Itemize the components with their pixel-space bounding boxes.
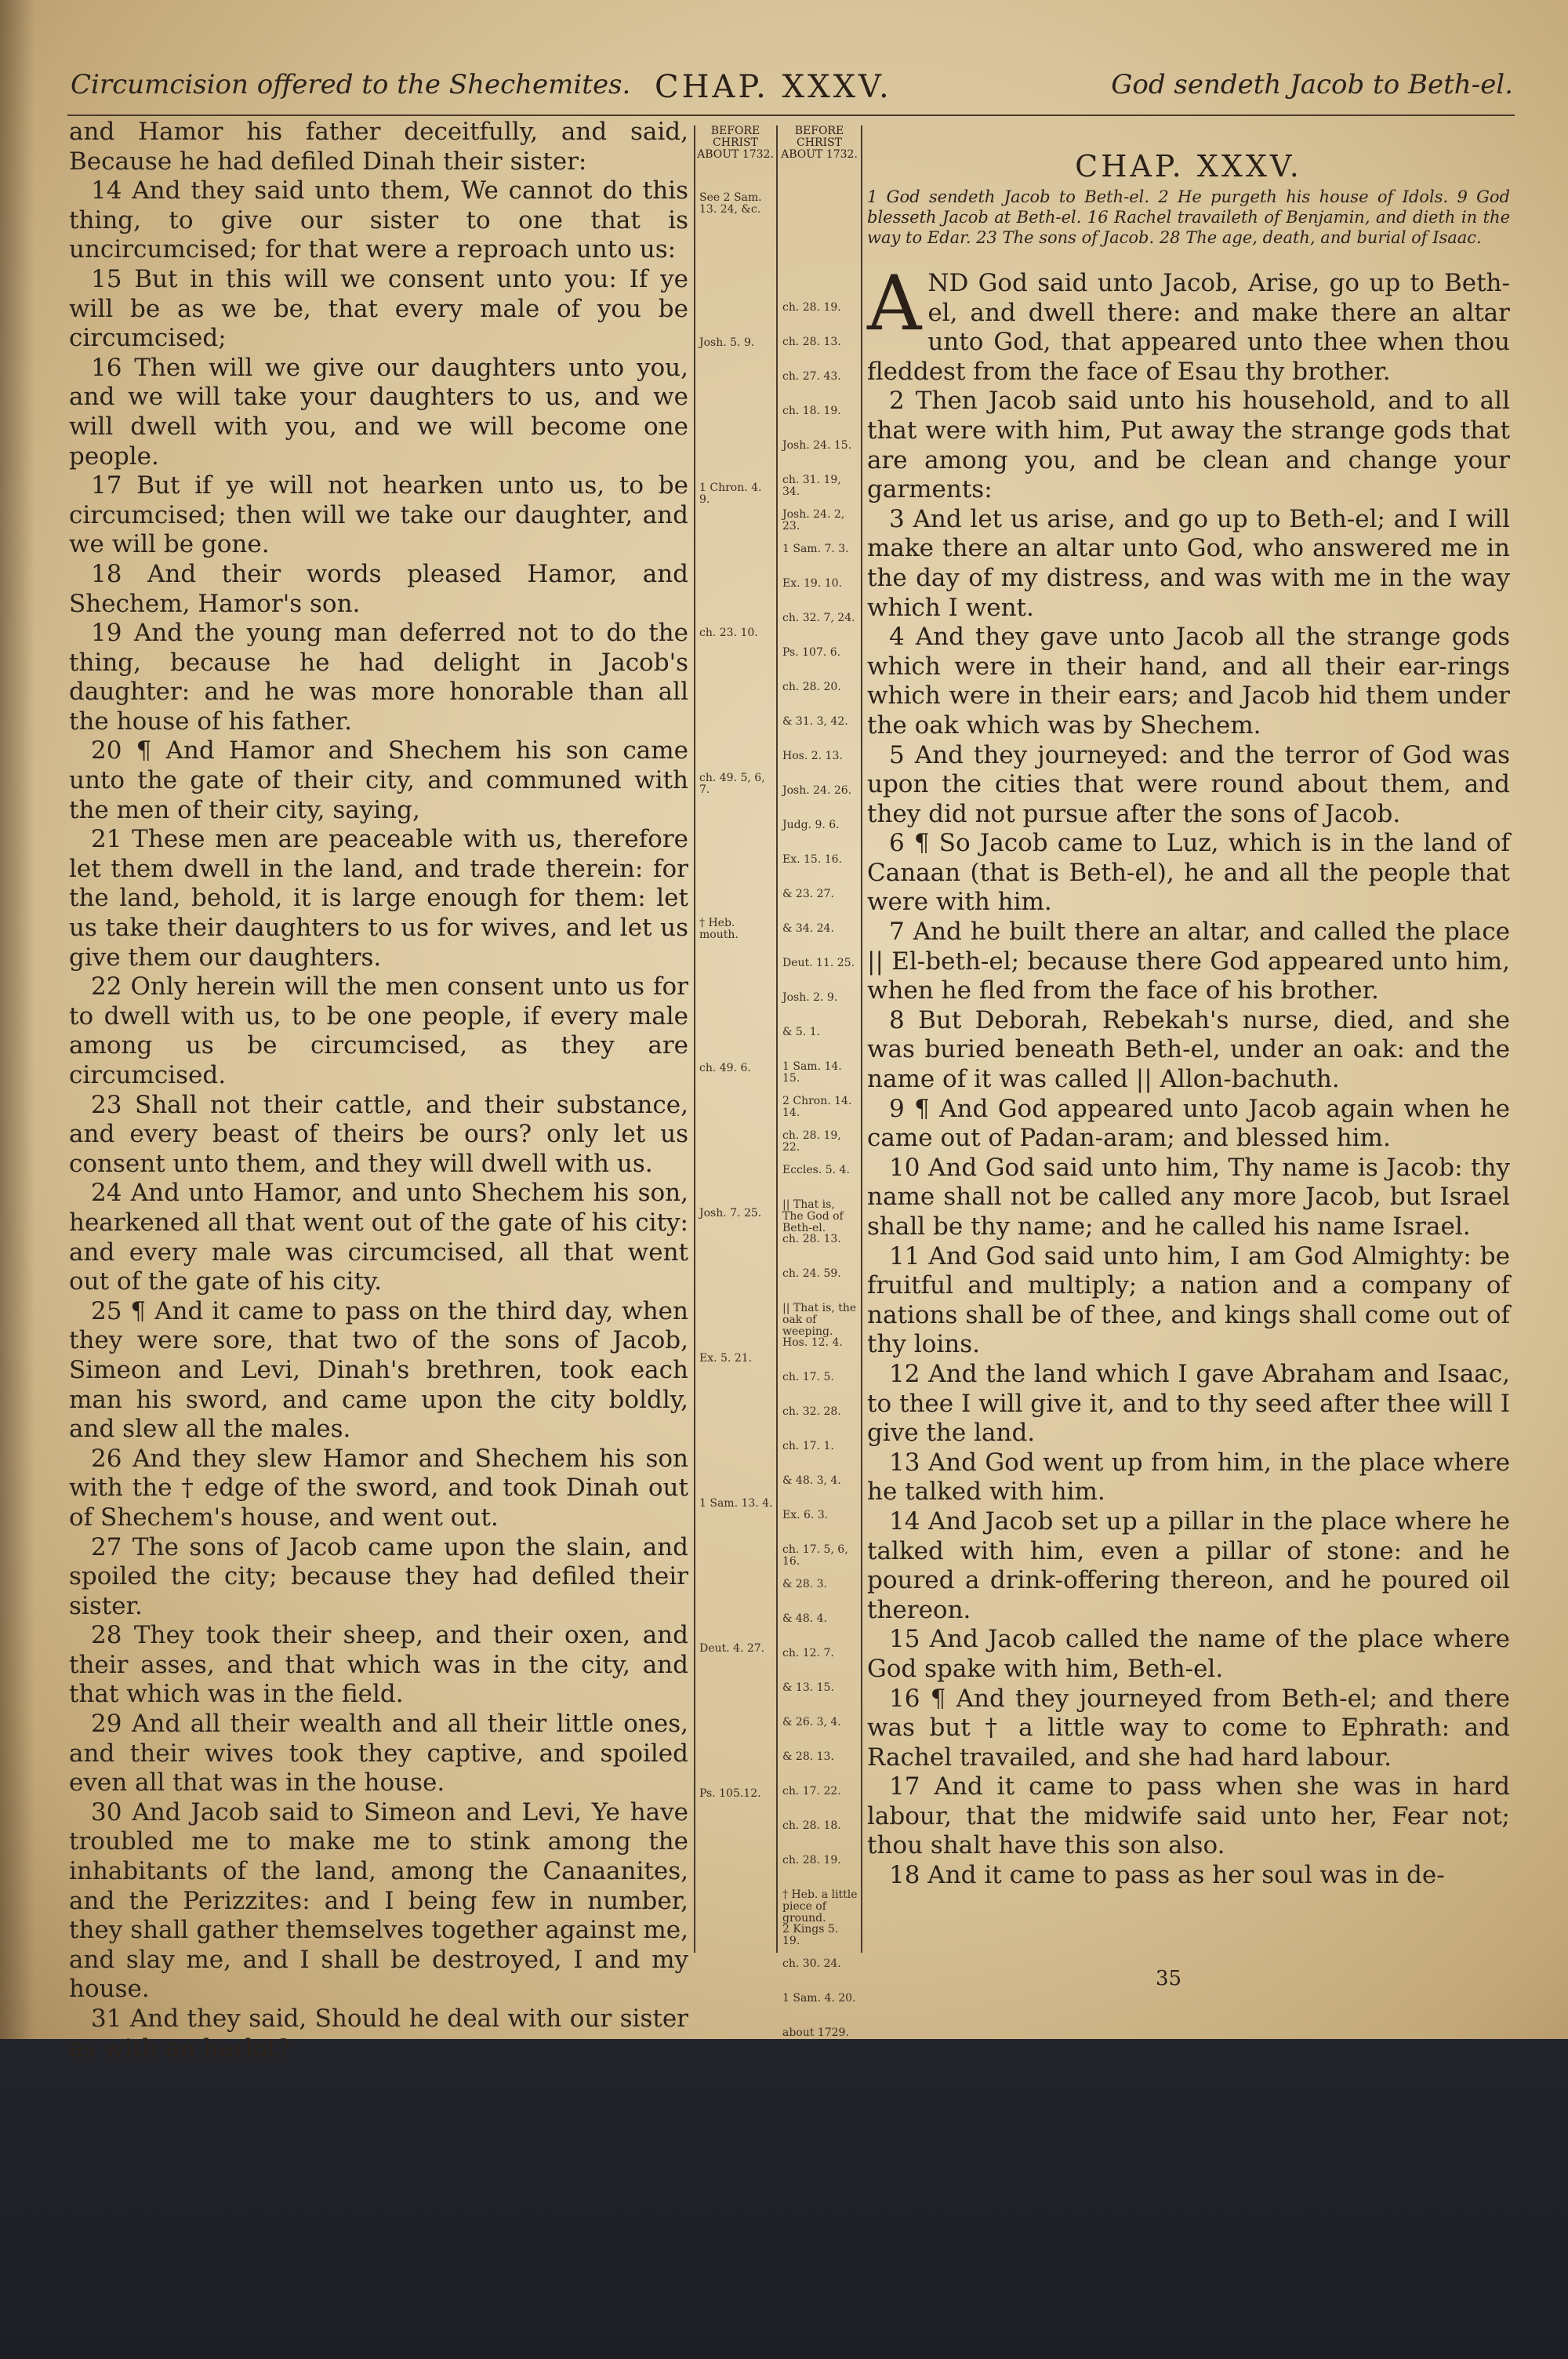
margin-reference: ch. 32. 28. bbox=[782, 1405, 841, 1418]
verse-paragraph: 18 And their words pleased Hamor, and Shechem, Hamor's son. bbox=[69, 559, 688, 618]
margin-reference: Hos. 12. 4. bbox=[782, 1336, 843, 1349]
verse-paragraph: 30 And Jacob said to Simeon and Levi, Ye have troubled me to make me to stink among the inhabitants of the land, among the Canaanites, and the Perizzites: and I being few in number, they shall gather themselves together against me, and slay me, and I shall be destroyed, I and my house. bbox=[69, 1797, 688, 2004]
margin-reference: 1 Sam. 14. 15. bbox=[782, 1060, 842, 1085]
verse-paragraph: 25 ¶ And it came to pass on the third day, when they were sore, that two of the sons of Jacob, Simeon and Levi, Dinah's brethren, took each man his sword, and came upon the city boldly, and slew all the males. bbox=[69, 1296, 688, 1444]
running-header-right: God sendeth Jacob to Beth-el. bbox=[1111, 69, 1513, 100]
verse-paragraph: 18 And it came to pass as her soul was in de- bbox=[889, 1861, 1445, 1890]
margin-reference: Josh. 7. 25. bbox=[699, 1207, 762, 1219]
margin-reference: † Heb. a little piece of ground. bbox=[782, 1888, 858, 1925]
margin-reference: Ps. 105.12. bbox=[699, 1787, 761, 1800]
verse-paragraph: 7 And he built there an altar, and called the place || El-beth-el; because there God appeared unto him, when he fled from the face of his brother. bbox=[867, 918, 1510, 1005]
margin-reference: & 23. 27. bbox=[782, 888, 834, 900]
margin-reference: & 28. 3. bbox=[782, 1578, 827, 1590]
left-text-column bbox=[69, 118, 688, 2063]
margin-reference: Josh. 24. 26. bbox=[782, 784, 852, 797]
margin-reference: ch. 28. 19, 22. bbox=[782, 1129, 841, 1154]
verse-paragraph: 13 And God went up from him, in the place where he talked with him. bbox=[867, 1448, 1510, 1507]
margin-reference: ch. 28. 13. bbox=[782, 1233, 841, 1245]
margin-reference: || That is, the oak of weeping. bbox=[782, 1302, 857, 1338]
verse-paragraph: 29 And all their wealth and all their little ones, and their wives took they captive, and spoiled even all that was in the house. bbox=[69, 1710, 688, 1797]
margin-reference: 1 Sam. 4. 20. bbox=[782, 1992, 856, 2005]
margin-reference: ch. 12. 7. bbox=[782, 1647, 834, 1659]
verse-paragraph: 16 ¶ And they journeyed from Beth-el; and there was but † a little way to come to Ephrath: and Rachel travailed, and she had hard labour. bbox=[867, 1684, 1510, 1772]
margin-reference: † Heb. mouth. bbox=[699, 917, 739, 941]
margin-reference: & 5. 1. bbox=[782, 1026, 821, 1038]
margin-reference: ch. 30. 24. bbox=[782, 1957, 841, 1970]
margin-reference: ch. 18. 19. bbox=[782, 405, 841, 417]
verse-paragraph: 31 And they said, Should he deal with our sister as with an harlot? bbox=[69, 2005, 688, 2063]
margin-reference: & 31. 3, 42. bbox=[782, 715, 848, 728]
column-rule bbox=[776, 125, 778, 1953]
column-rule bbox=[694, 125, 695, 1953]
background-surface bbox=[0, 2039, 1568, 2359]
margin-reference: Josh. 24. 15. bbox=[782, 439, 852, 452]
margin-reference: ch. 49. 5, 6, 7. bbox=[699, 772, 765, 796]
margin-reference: Ex. 19. 10. bbox=[782, 577, 842, 590]
margin-reference: & 26. 3, 4. bbox=[782, 1716, 841, 1728]
margin-reference: ch. 32. 7, 24. bbox=[782, 612, 855, 624]
margin-reference: Ps. 107. 6. bbox=[782, 646, 841, 659]
verse-paragraph: 3 And let us arise, and go up to Beth-el; and I will make there an altar unto God, who answered me in the day of my distress, and was with me in the way which I went. bbox=[867, 504, 1510, 622]
margin-reference: ch. 28. 20. bbox=[782, 681, 841, 693]
margin-reference: Judg. 9. 6. bbox=[782, 819, 840, 831]
verse-paragraph: 5 And they journeyed: and the terror of God was upon the cities that were round about them, and they did not pursue after the sons of Jacob. bbox=[867, 740, 1510, 828]
verse-paragraph: 20 ¶ And Hamor and Shechem his son came unto the gate of their city, and communed with the men of their city, saying, bbox=[69, 736, 688, 824]
margin-reference: & 13. 15. bbox=[782, 1681, 834, 1694]
margin-reference: Ex. 6. 3. bbox=[782, 1509, 829, 1521]
margin-reference: & 34. 24. bbox=[782, 922, 834, 935]
verse-paragraph: 26 And they slew Hamor and Shechem his son with the † edge of the sword, and took Dinah out of Shechem's house, and went out. bbox=[69, 1444, 688, 1532]
margin-reference: See 2 Sam. 13. 24, &c. bbox=[699, 191, 762, 216]
running-header-chapter: CHAP. XXXV. bbox=[655, 69, 892, 105]
page-number: 35 bbox=[1156, 1967, 1182, 1990]
verse-paragraph: 16 Then will we give our daughters unto you, and we will take your daughters to us, and we will dwell with you, and we will become one people. bbox=[69, 353, 688, 471]
margin-reference: 1 Sam. 13. 4. bbox=[699, 1497, 773, 1510]
verse-paragraph: 21 These men are peaceable with us, therefore let them dwell in the land, and trade therein: for the land, behold, it is large enough for them: let us take their daughters to us for wives, and let us give them our daughters. bbox=[69, 825, 688, 972]
margin-reference: Ex. 5. 21. bbox=[699, 1352, 753, 1365]
verse-paragraph: 9 ¶ And God appeared unto Jacob again when he came out of Padan-aram; and blessed him. bbox=[867, 1094, 1510, 1153]
verse-paragraph: 14 And Jacob set up a pillar in the place where he talked with him, even a pillar of stone: and he poured a drink-offering thereon, and he poured oil thereon. bbox=[867, 1507, 1510, 1624]
margin-reference: ch. 23. 10. bbox=[699, 627, 758, 639]
margin-reference: ch. 17. 22. bbox=[782, 1785, 841, 1797]
column-rule bbox=[861, 125, 862, 1953]
margin-reference: ch. 27. 43. bbox=[782, 370, 841, 383]
chapter-title: CHAP. XXXV. bbox=[1075, 149, 1302, 184]
chapter-summary: 1 God sendeth Jacob to Beth-el. 2 He purgeth his house of Idols. 9 God blesseth Jacob at Beth-el. 16 Rachel travaileth of Benjamin, and dieth in the way to Edar. 23 The sons of Jacob. 28 The age, death, and burial of Isaac. bbox=[867, 187, 1510, 247]
running-header-left: Circumcision offered to the Shechemites. bbox=[71, 69, 631, 100]
margin-reference: about 1729. bbox=[782, 2026, 849, 2039]
margin-reference: Josh. 5. 9. bbox=[699, 336, 755, 349]
margin-reference: 1 Chron. 4. 9. bbox=[699, 482, 762, 506]
verse-paragraph: 17 And it came to pass when she was in hard labour, that the midwife said unto her, Fear not; thou shalt have this son also. bbox=[867, 1772, 1510, 1860]
margin-reference: ch. 28. 19. bbox=[782, 1854, 841, 1866]
header-rule bbox=[67, 114, 1515, 116]
margin-reference: Ex. 15. 16. bbox=[782, 853, 842, 866]
margin-reference: ch. 17. 5. bbox=[782, 1371, 834, 1383]
drop-cap: A bbox=[867, 260, 922, 347]
margin-reference: Hos. 2. 13. bbox=[782, 750, 843, 762]
verse-paragraph: and Hamor his father deceitfully, and said, Because he had defiled Dinah their sister: bbox=[69, 118, 688, 176]
margin-heading-right: BEFORE CHRIST ABOUT 1732. bbox=[781, 125, 858, 161]
margin-reference: & 48. 4. bbox=[782, 1612, 827, 1625]
verse-paragraph: 6 ¶ So Jacob came to Luz, which is in the land of Canaan (that is Beth-el), he and all the people that were with him. bbox=[867, 829, 1510, 917]
verse-paragraph: 8 But Deborah, Rebekah's nurse, died, and she was buried beneath Beth-el, under an oak: and the name of it was called || Allon-bachuth. bbox=[867, 1005, 1510, 1094]
margin-reference: ch. 28. 19. bbox=[782, 301, 841, 314]
verse-paragraph: AND God said unto Jacob, Arise, go up to Beth-el, and dwell there: and make there an altar unto God, that appeared unto thee when thou fleddest from the face of Esau thy brother. bbox=[867, 260, 1510, 386]
verse-paragraph: 15 But in this will we consent unto you: If ye will be as we be, that every male of you be circumcised; bbox=[69, 264, 688, 353]
verse-paragraph: 22 Only herein will the men consent unto us for to dwell with us, to be one people, if every male among us be circumcised, as they are circumcised. bbox=[69, 972, 688, 1089]
verse-paragraph: 2 Then Jacob said unto his household, and to all that were with him, Put away the strange gods that are among you, and be clean and change your garments: bbox=[867, 387, 1510, 504]
margin-reference: || That is, The God of Beth-el. bbox=[782, 1198, 844, 1234]
margin-reference: Josh. 24. 2, 23. bbox=[782, 508, 845, 533]
margin-heading-left: BEFORE CHRIST ABOUT 1732. bbox=[697, 125, 774, 161]
verse-paragraph: 28 They took their sheep, and their oxen, and their asses, and that which was in the city, and that which was in the field. bbox=[69, 1621, 688, 1709]
margin-reference: ch. 17. 5, 6, 16. bbox=[782, 1543, 848, 1568]
margin-reference: Deut. 11. 25. bbox=[782, 957, 855, 969]
margin-reference: & 28. 13. bbox=[782, 1750, 834, 1763]
verse-paragraph: 23 Shall not their cattle, and their substance, and every beast of theirs be ours? only let us consent unto them, and they will dwell with us. bbox=[69, 1090, 688, 1178]
verse-paragraph: 19 And the young man deferred not to do the thing, because he had delight in Jacob's daughter: and he was more honorable than all the house of his father. bbox=[69, 619, 688, 736]
margin-reference: ch. 17. 1. bbox=[782, 1440, 834, 1452]
verse-paragraph: 24 And unto Hamor, and unto Shechem his son, hearkened all that went out of the gate of his city: and every male was circumcised, all that went out of the gate of his city. bbox=[69, 1179, 688, 1296]
verse-paragraph: 17 But if ye will not hearken unto us, to be circumcised; then will we take our daughter, and we will be gone. bbox=[69, 471, 688, 559]
verse-paragraph: 27 The sons of Jacob came upon the slain, and spoiled the city; because they had defiled their sister. bbox=[69, 1532, 688, 1620]
margin-reference: 2 Kings 5. 19. bbox=[782, 1923, 839, 1947]
margin-reference: ch. 49. 6. bbox=[699, 1062, 751, 1074]
margin-reference: & 48. 3, 4. bbox=[782, 1474, 841, 1487]
verse-paragraph: 4 And they gave unto Jacob all the strange gods which were in their hand, and all their ear-rings which were in their ears; and Jacob hid them under the oak which was by Shechem. bbox=[867, 623, 1510, 740]
margin-reference: 1 Sam. 7. 3. bbox=[782, 543, 849, 555]
margin-reference: ch. 24. 59. bbox=[782, 1267, 841, 1280]
margin-reference: Deut. 4. 27. bbox=[699, 1642, 765, 1655]
margin-reference: ch. 31. 19, 34. bbox=[782, 474, 841, 498]
margin-reference: ch. 28. 13. bbox=[782, 336, 841, 348]
margin-reference: Eccles. 5. 4. bbox=[782, 1164, 850, 1176]
verse-paragraph: 15 And Jacob called the name of the place where God spake with him, Beth-el. bbox=[867, 1625, 1510, 1683]
verse-paragraph: 12 And the land which I gave Abraham and Isaac, to thee I will give it, and to thy seed after thee will I give the land. bbox=[867, 1359, 1510, 1448]
margin-reference: Josh. 2. 9. bbox=[782, 991, 838, 1004]
verse-paragraph: 11 And God said unto him, I am God Almighty: be fruitful and multiply; a nation and a company of nations shall be of thee, and kings shall come out of thy loins. bbox=[867, 1241, 1510, 1359]
margin-reference: ch. 28. 18. bbox=[782, 1819, 841, 1832]
margin-reference: 2 Chron. 14. 14. bbox=[782, 1095, 852, 1119]
verse-paragraph: 14 And they said unto them, We cannot do this thing, to give our sister to one that is uncircumcised; for that were a reproach unto us: bbox=[69, 176, 688, 264]
verse-paragraph: 10 And God said unto him, Thy name is Jacob: thy name shall not be called any more Jacob, but Israel shall be thy name; and he called his name Israel. bbox=[867, 1153, 1510, 1241]
